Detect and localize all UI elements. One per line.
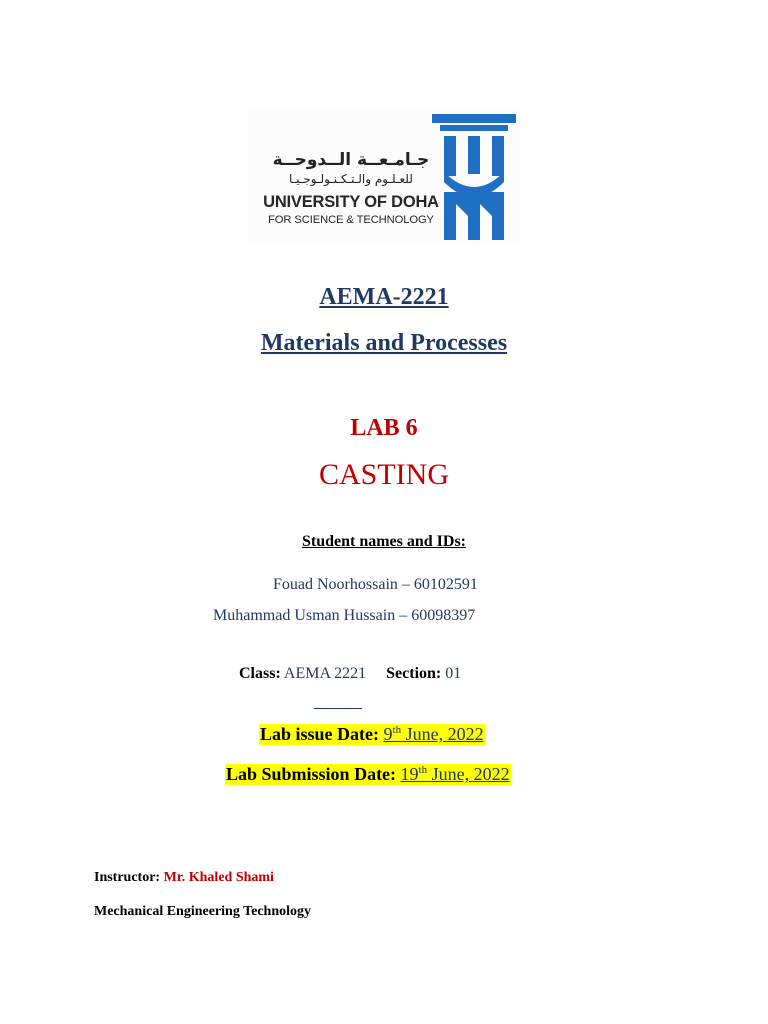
university-emblem-icon [430,112,518,244]
department-name: Mechanical Engineering Technology [94,904,312,919]
submission-date-label: Lab Submission Date: [226,764,397,784]
class-value: AEMA 2221 [283,665,367,682]
instructor-line [94,870,274,886]
issue-date-label: Lab issue Date: [260,724,380,744]
lab-issue-date [259,724,485,745]
course-name: Materials and Processes [260,330,508,356]
logo-arabic-name: جـامـعــة الــدوحــة [272,150,430,170]
submission-date-value: 19th June, 2022 [400,764,510,784]
issue-date-value: 9th June, 2022 [383,724,484,744]
logo-university-name: UNIVERSITY OF DOHA [263,192,439,211]
university-logo [248,108,520,244]
logo-wordmark [260,150,442,226]
logo-arabic-subtitle: للعـلـوم والـتـكـنـولـوجـيـا [289,172,413,187]
course-code: AEMA-2221 [319,284,449,310]
class-section-line [239,665,461,683]
section-value: 01 [445,665,462,682]
class-label: Class: [239,665,281,682]
lab-submission-date [225,764,511,785]
instructor-label: Instructor: [94,870,161,885]
logo-university-subtitle: FOR SCIENCE & TECHNOLOGY [268,213,434,226]
instructor-name: Mr. Khaled Shami [163,870,274,885]
student-entry: Muhammad Usman Hussain – 60098397 [213,607,476,624]
section-label: Section: [386,665,442,682]
student-entry: Fouad Noorhossain – 60102591 [273,576,478,593]
lab-number: LAB 6 [350,415,418,441]
students-heading: Student names and IDs: [301,533,467,550]
divider [314,708,362,709]
lab-title: CASTING [318,458,449,491]
